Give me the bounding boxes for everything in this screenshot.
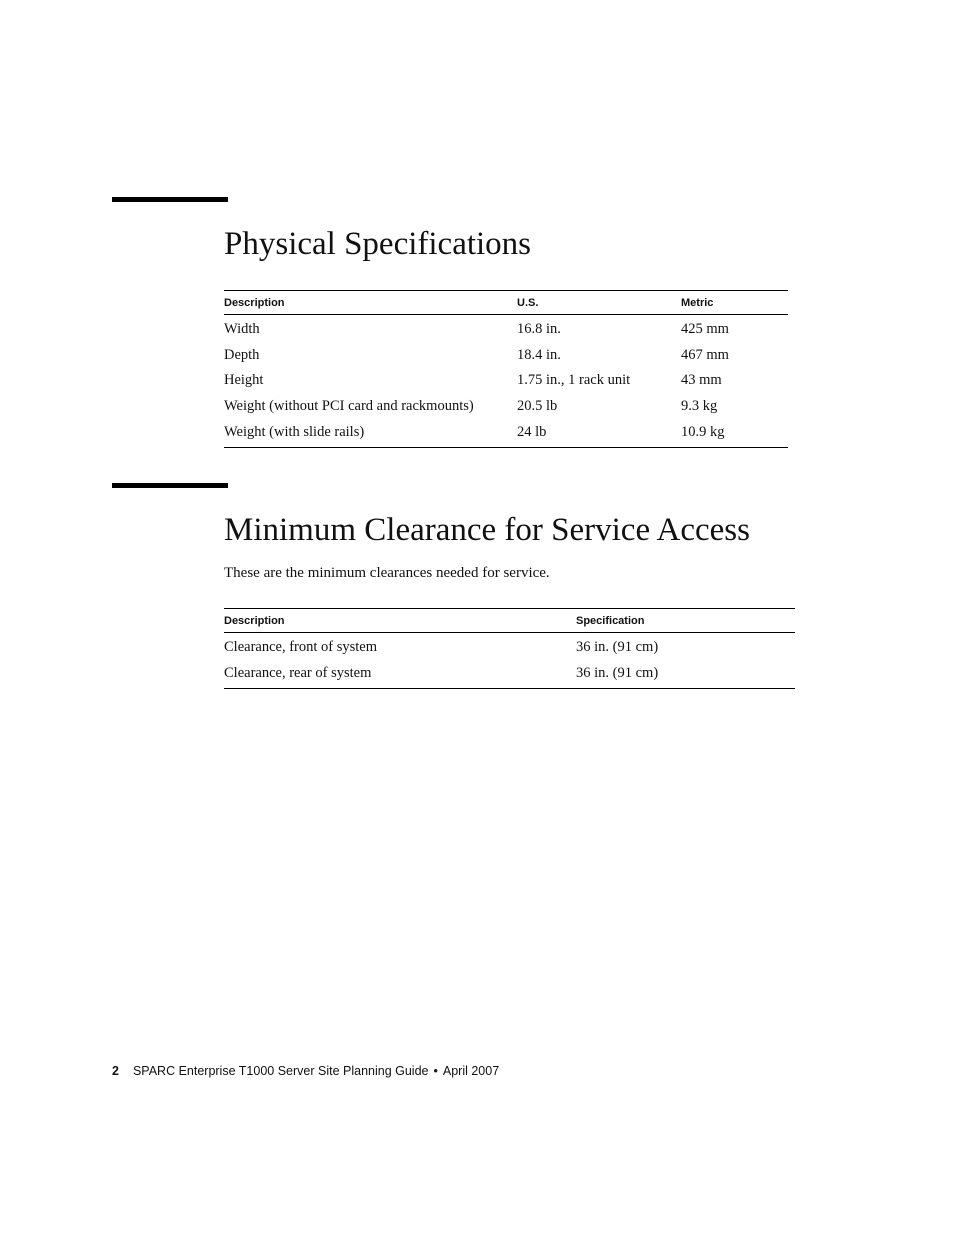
table-header-row <box>224 609 795 633</box>
cell-metric: 467 mm <box>681 346 729 363</box>
cell-us: 1.75 in., 1 rack unit <box>517 372 631 389</box>
cell-us: 16.8 in. <box>517 321 561 338</box>
heading-physical-specifications: Physical Specifications <box>224 226 532 262</box>
table-row <box>224 368 788 394</box>
column-header-us: U.S. <box>517 291 681 315</box>
cell-metric: 10.9 kg <box>681 423 725 440</box>
section-rule-clearance <box>112 483 228 488</box>
cell-us: 20.5 lb <box>517 398 558 415</box>
cell-description: Depth <box>224 346 260 363</box>
cell-metric: 9.3 kg <box>681 398 718 415</box>
cell-specification: 36 in. (91 cm) <box>576 664 659 681</box>
table-row <box>224 315 788 343</box>
table-row <box>224 394 788 420</box>
cell-description: Height <box>224 372 264 389</box>
cell-description: Weight (without PCI card and rackmounts) <box>224 398 474 415</box>
cell-metric: 425 mm <box>681 321 729 338</box>
clearance-intro-text: These are the minimum clearances needed for service. <box>224 565 550 581</box>
table-row <box>224 633 795 661</box>
cell-specification: 36 in. (91 cm) <box>576 639 659 656</box>
footer-date: April 2007 <box>442 1064 500 1078</box>
table-header-row <box>224 291 788 315</box>
page-number: 2 <box>112 1064 119 1078</box>
physical-specifications-table <box>224 290 788 448</box>
cell-description: Weight (with slide rails) <box>224 423 365 440</box>
column-header-metric: Metric <box>681 291 788 315</box>
cell-description: Clearance, rear of system <box>224 664 372 681</box>
cell-us: 24 lb <box>517 423 547 440</box>
table-row <box>224 419 788 447</box>
footer-separator: • <box>433 1064 438 1078</box>
footer-doc-title: SPARC Enterprise T1000 Server Site Planning Guide <box>132 1064 429 1078</box>
table-row <box>224 343 788 369</box>
column-header-description: Description <box>224 291 517 315</box>
table-row <box>224 661 795 689</box>
page-footer <box>112 1064 499 1078</box>
cell-metric: 43 mm <box>681 372 722 389</box>
cell-description: Clearance, front of system <box>224 639 378 656</box>
column-header-specification: Specification <box>576 609 795 633</box>
column-header-description: Description <box>224 609 576 633</box>
cell-description: Width <box>224 321 260 338</box>
heading-minimum-clearance: Minimum Clearance for Service Access <box>224 512 750 548</box>
cell-us: 18.4 in. <box>517 346 561 363</box>
section-rule-physical <box>112 197 228 202</box>
clearance-table <box>224 608 795 689</box>
